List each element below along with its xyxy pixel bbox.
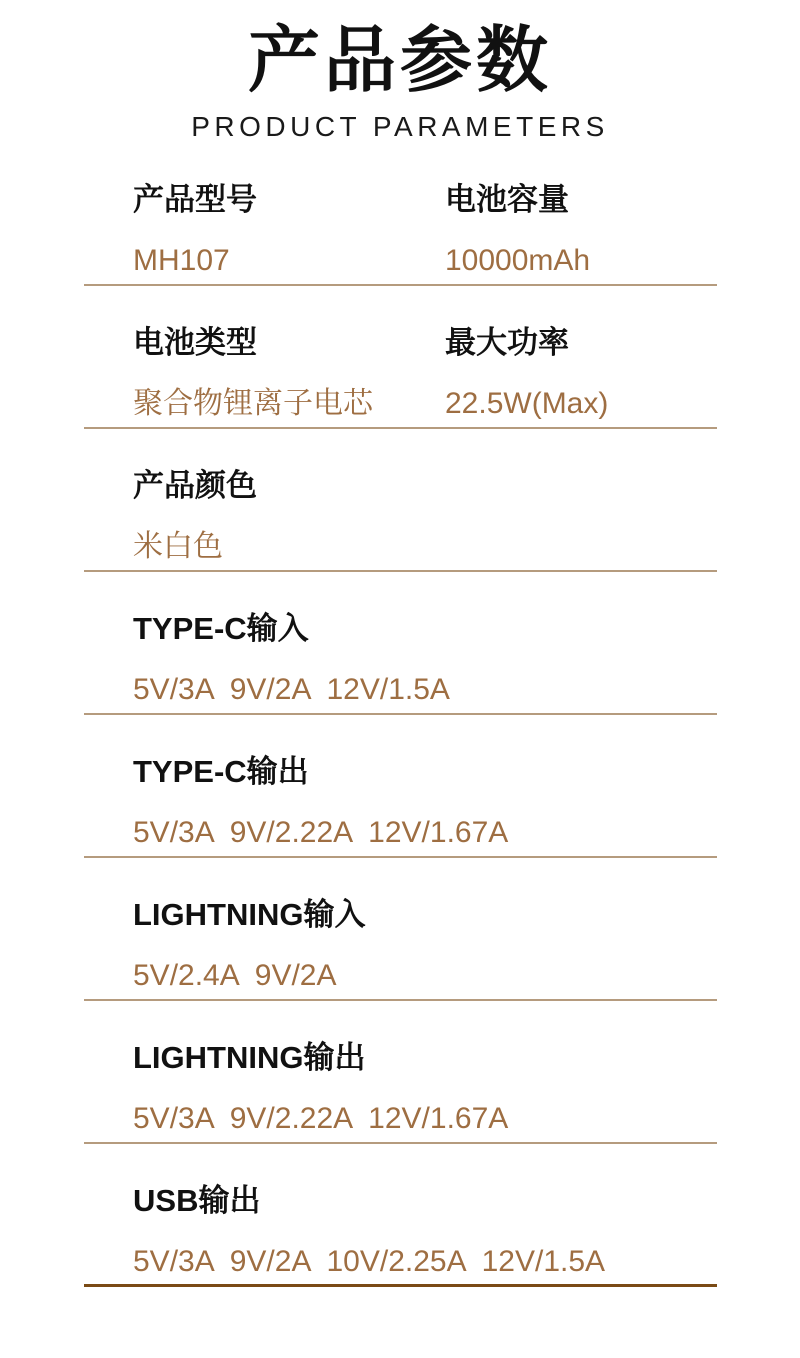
spec-row-cells [133,184,717,276]
page-header [0,0,800,143]
spec-row-cells [133,756,717,848]
spec-row-color [84,429,717,572]
spec-label-lightning-output: LIGHTNING输出 [133,1040,366,1076]
spec-label-typec-output: TYPE-C输出 [133,754,309,790]
spec-row-lightning-input [84,858,717,1001]
spec-cell-typec-output [133,756,717,848]
spec-value-typec-input: 5V/3A 9V/2A 12V/1.5A [133,672,450,706]
spec-label-usb-output: USB输出 [133,1183,261,1219]
spec-value-usb-output: 5V/3A 9V/2A 10V/2.25A 12V/1.5A [133,1244,606,1278]
spec-cell-lightning-input [133,899,717,991]
spec-label-product-model: 产品型号 [133,182,257,218]
spec-value-battery-type: 聚合物锂离子电芯 [133,386,373,420]
spec-cell-product-color [133,470,717,562]
spec-row-cells [133,470,717,562]
spec-label-max-power: 最大功率 [445,325,569,361]
spec-row-model-capacity [84,143,717,286]
spec-cell-lightning-output [133,1042,717,1134]
spec-table [84,143,717,1287]
page-subtitle: PRODUCT PARAMETERS [191,110,609,142]
spec-row-cells [133,1185,717,1277]
spec-cell-typec-input [133,613,717,705]
spec-value-product-model: MH107 [133,243,230,277]
spec-value-product-color: 米白色 [133,529,223,563]
spec-row-typec-input [84,572,717,715]
spec-row-cells [133,1042,717,1134]
spec-row-lightning-output [84,1001,717,1144]
spec-cell-battery-type [133,327,445,419]
spec-label-lightning-input: LIGHTNING输入 [133,897,366,933]
spec-row-usb-output [84,1144,717,1287]
spec-value-battery-capacity: 10000mAh [445,243,591,277]
spec-row-cells [133,613,717,705]
spec-label-typec-input: TYPE-C输入 [133,611,309,647]
spec-label-product-color: 产品颜色 [133,468,257,504]
page-title: 产品参数 [247,21,552,101]
spec-row-battery-power [84,286,717,429]
spec-row-cells [133,899,717,991]
spec-label-battery-type: 电池类型 [133,325,257,361]
spec-row-typec-output [84,715,717,858]
spec-value-typec-output: 5V/3A 9V/2.22A 12V/1.67A [133,815,509,849]
spec-cell-battery-capacity [445,184,717,276]
spec-cell-max-power [445,327,717,419]
spec-cell-product-model [133,184,445,276]
spec-value-max-power: 22.5W(Max) [445,386,609,420]
spec-label-battery-capacity: 电池容量 [445,182,569,218]
spec-cell-usb-output [133,1185,717,1277]
spec-value-lightning-input: 5V/2.4A 9V/2A [133,958,337,992]
spec-row-cells [133,327,717,419]
spec-value-lightning-output: 5V/3A 9V/2.22A 12V/1.67A [133,1101,509,1135]
